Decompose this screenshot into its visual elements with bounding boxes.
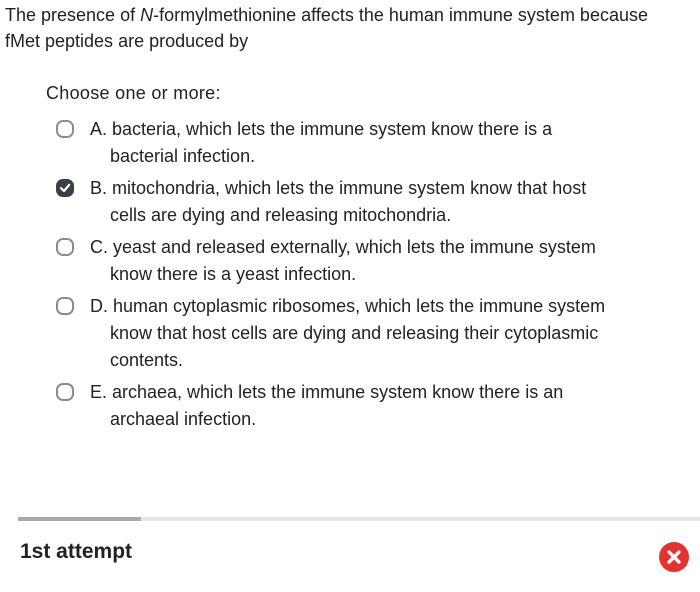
x-circle-icon bbox=[659, 542, 689, 572]
option-b[interactable] bbox=[56, 175, 616, 229]
checkbox-icon[interactable] bbox=[56, 383, 74, 401]
options-list bbox=[56, 116, 616, 433]
question-text bbox=[5, 2, 685, 54]
question-part1: The presence of bbox=[5, 5, 141, 25]
checkbox-icon[interactable] bbox=[56, 297, 74, 315]
choose-prompt: Choose one or more: bbox=[46, 83, 221, 103]
question-italic: N bbox=[140, 5, 154, 25]
option-label: E. archaea, which lets the immune system know there is an archaeal infection. bbox=[90, 382, 564, 429]
question-part2: -formylmethionine affects the human immune system because fMet peptides are produced by bbox=[5, 5, 648, 51]
attempt-progress-bar bbox=[18, 517, 700, 521]
x-mark-icon bbox=[666, 549, 682, 565]
option-a[interactable] bbox=[56, 116, 616, 170]
option-label: A. bacteria, which lets the immune system know there is a bacterial infection. bbox=[90, 119, 553, 166]
checkbox-icon[interactable] bbox=[56, 120, 74, 138]
attempt-label: 1st attempt bbox=[20, 540, 133, 563]
checkmark-icon bbox=[59, 182, 71, 194]
option-label: B. mitochondria, which lets the immune system know that host cells are dying and releasing mitochondria. bbox=[90, 178, 587, 225]
option-label: C. yeast and released externally, which lets the immune system know there is a yeast infection. bbox=[90, 237, 596, 284]
checkbox-checked-icon[interactable] bbox=[56, 179, 74, 197]
checkbox-icon[interactable] bbox=[56, 238, 74, 256]
attempt-progress-fill bbox=[18, 517, 141, 521]
option-d[interactable] bbox=[56, 293, 616, 374]
option-label: D. human cytoplasmic ribosomes, which lets the immune system know that host cells are dying and releasing their cytoplasmic contents. bbox=[90, 296, 606, 370]
option-c[interactable] bbox=[56, 234, 616, 288]
option-e[interactable] bbox=[56, 379, 616, 433]
